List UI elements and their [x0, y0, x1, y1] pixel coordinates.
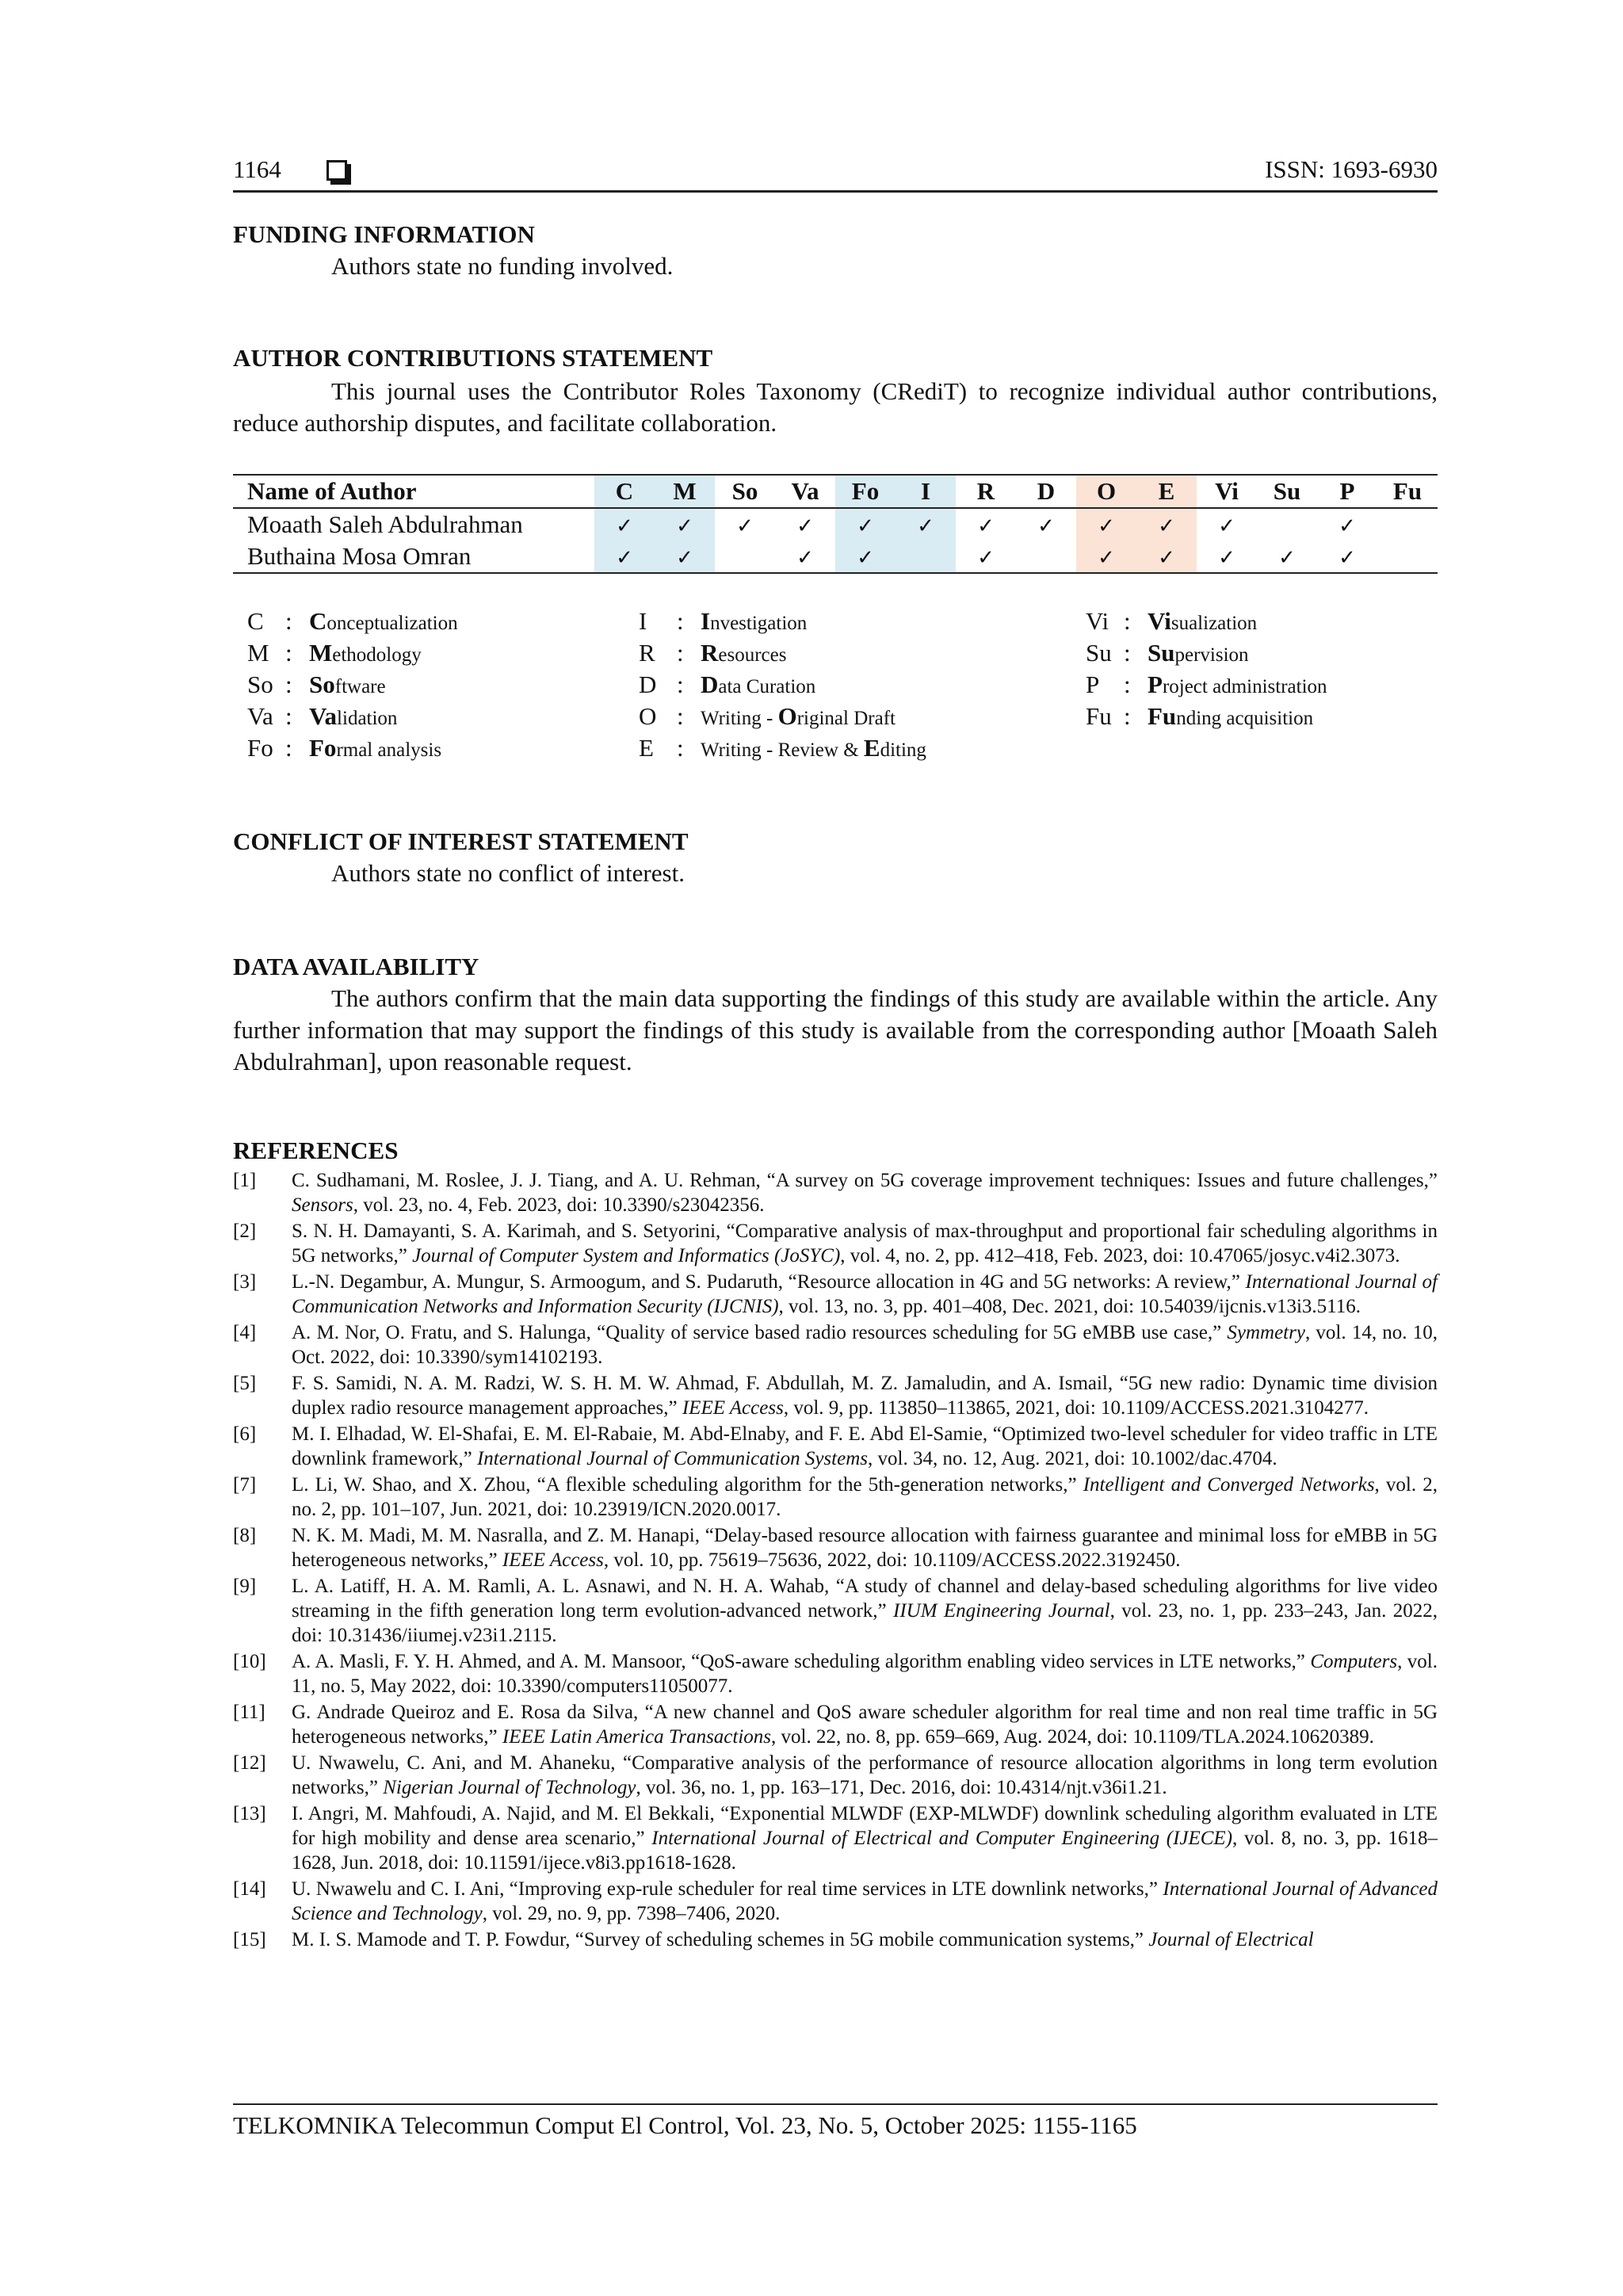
legend-colon: : — [677, 639, 684, 667]
legend-rest: ethodology — [332, 644, 422, 666]
cell-i — [896, 508, 956, 541]
reference-text: A. A. Masli, F. Y. H. Ahmed, and A. M. Mansoor, “QoS-aware scheduling algorithm enabling video services in LTE networks,” Computers, vol. 11, no. 5, May 2022, doi: 10.3390/computers11050077. — [292, 1651, 1438, 1697]
check-icon: ✓ — [1338, 514, 1356, 538]
cell-vi — [1197, 508, 1257, 541]
column-header-va: Va — [775, 475, 835, 508]
cell-c — [594, 541, 655, 573]
legend-key-letter: C — [309, 607, 327, 635]
legend-item — [639, 669, 926, 701]
column-header-so: So — [715, 475, 775, 508]
reference-number: [5] — [233, 1373, 257, 1394]
legend-item — [247, 701, 458, 732]
conflict-text: Authors state no conflict of interest. — [331, 859, 685, 887]
cell-m — [655, 541, 715, 573]
legend-colon: : — [285, 639, 292, 667]
cell-o — [1076, 541, 1136, 573]
cell-r — [956, 541, 1016, 573]
check-icon: ✓ — [917, 514, 934, 538]
column-header-o: O — [1076, 475, 1136, 508]
column-header-i: I — [896, 475, 956, 508]
reference-item — [233, 1473, 1438, 1522]
legend-item — [247, 606, 458, 637]
legend-item — [1086, 637, 1327, 669]
legend-abbr: Su — [1086, 639, 1112, 667]
legend-colon: : — [1124, 702, 1131, 730]
reference-number: [10] — [233, 1651, 266, 1672]
cell-d — [1016, 541, 1076, 573]
legend-abbr: M — [247, 639, 269, 667]
legend-key-letter: I — [701, 607, 711, 635]
cell-d — [1016, 508, 1076, 541]
legend-colon: : — [677, 734, 684, 762]
check-icon: ✓ — [1098, 514, 1115, 538]
cell-fu — [1377, 508, 1438, 541]
reference-journal: International Journal of Advanced Science and Technology — [292, 1878, 1438, 1924]
check-icon: ✓ — [1158, 546, 1175, 570]
legend-column-3 — [1086, 606, 1327, 732]
reference-text: U. Nwawelu, C. Ani, and M. Ahaneku, “Comparative analysis of the performance of resource allocation algorithms in long term evolution networks,” Nigerian Journal of Technology, vol. 36, no. 1, pp. 163–171, Dec. 2016, doi: 10.4314/njt.v36i1.21. — [292, 1752, 1438, 1798]
legend-colon: : — [677, 607, 684, 635]
check-icon: ✓ — [1037, 514, 1055, 538]
legend-rest: ata Curation — [718, 676, 816, 697]
reference-item — [233, 1168, 1438, 1217]
cell-su — [1257, 541, 1317, 573]
legend-key-letter: D — [701, 670, 719, 698]
issn-label: ISSN: 1693-6930 — [1265, 155, 1438, 183]
references-list — [233, 1168, 1438, 1954]
reference-number: [12] — [233, 1752, 266, 1774]
check-icon: ✓ — [676, 546, 693, 570]
reference-journal: Symmetry — [1227, 1322, 1305, 1343]
page-header — [233, 155, 1438, 193]
column-header-vi: Vi — [1197, 475, 1257, 508]
reference-item — [233, 1877, 1438, 1926]
cell-e — [1136, 541, 1197, 573]
column-header-c: C — [594, 475, 655, 508]
legend-item — [247, 669, 458, 701]
column-header-m: M — [655, 475, 715, 508]
cell-m — [655, 508, 715, 541]
legend-prefix: Writing - — [701, 708, 778, 729]
cell-va — [775, 541, 835, 573]
legend-colon: : — [1124, 607, 1131, 635]
cell-i — [896, 541, 956, 573]
reference-item — [233, 1422, 1438, 1471]
page-number: 1164 — [233, 155, 281, 183]
table-row — [233, 541, 1438, 573]
check-icon: ✓ — [616, 546, 633, 570]
legend-column-1 — [247, 606, 458, 764]
column-header-su: Su — [1257, 475, 1317, 508]
legend-rest: lidation — [337, 708, 398, 729]
column-header-name: Name of Author — [233, 475, 594, 508]
column-header-e: E — [1136, 475, 1197, 508]
legend-rest: diting — [880, 739, 926, 761]
legend-rest: pervision — [1174, 644, 1249, 666]
reference-number: [2] — [233, 1221, 257, 1242]
reference-text: A. M. Nor, O. Fratu, and S. Halunga, “Quality of service based radio resources scheduling for 5G eMBB use case,” Symmetry, vol. 14, no. 10, Oct. 2022, doi: 10.3390/sym14102193. — [292, 1322, 1438, 1368]
legend-key-letter: So — [309, 670, 335, 698]
legend-rest: roject administration — [1162, 676, 1327, 697]
cell-o — [1076, 508, 1136, 541]
reference-journal: IEEE Latin America Transactions — [502, 1726, 772, 1748]
reference-number: [8] — [233, 1525, 257, 1546]
legend-rest: riginal Draft — [796, 708, 896, 729]
reference-number: [3] — [233, 1271, 257, 1293]
check-icon: ✓ — [1278, 546, 1296, 570]
references-heading: REFERENCES — [233, 1137, 399, 1164]
reference-text: U. Nwawelu and C. I. Ani, “Improving exp-rule scheduler for real time services in LTE downlink networks,” International Journal of Advanced Science and Technology, vol. 29, no. 9, pp. 7398–7406, 2020. — [292, 1878, 1438, 1924]
check-icon: ✓ — [1158, 514, 1175, 538]
reference-item — [233, 1574, 1438, 1648]
reference-number: [15] — [233, 1929, 266, 1950]
legend-item — [639, 732, 926, 764]
check-icon: ✓ — [1098, 546, 1115, 570]
reference-text: G. Andrade Queiroz and E. Rosa da Silva, “A new channel and QoS aware scheduler algorithm for real time and non real time traffic in 5G heterogeneous networks,” IEEE Latin America Transactions, vol. 22, no. 8, pp. 659–669, Aug. 2024, doi: 10.1109/TLA.2024.10620389. — [292, 1702, 1438, 1748]
reference-number: [1] — [233, 1170, 257, 1191]
reference-number: [14] — [233, 1878, 266, 1900]
conflict-heading: CONFLICT OF INTEREST STATEMENT — [233, 827, 689, 855]
cell-fo — [835, 541, 896, 573]
reference-item — [233, 1523, 1438, 1572]
reference-journal: International Journal of Communication Networks and Information Security (IJCNIS) — [292, 1271, 1438, 1317]
legend-rest: sualization — [1170, 613, 1258, 634]
reference-number: [11] — [233, 1702, 265, 1723]
legend-key-letter: R — [701, 639, 719, 667]
table-header-row — [233, 475, 1438, 508]
legend-item — [1086, 669, 1327, 701]
legend-key-letter: M — [309, 639, 333, 667]
cell-fu — [1377, 541, 1438, 573]
legend-key-letter: Vi — [1148, 607, 1171, 635]
legend-key-letter: P — [1148, 670, 1163, 698]
reference-text: L. A. Latiff, H. A. M. Ramli, A. L. Asnawi, and N. H. A. Wahab, “A study of channel and delay-based scheduling algorithms for live video streaming in the fifth generation long term evolution-advanced network,” IIUM Engineering Journal, vol. 23, no. 1, pp. 233–243, Jan. 2022, doi: 10.31436/iiumej.v23i1.2115. — [292, 1576, 1438, 1646]
legend-rest: esources — [718, 644, 787, 666]
legend-item — [639, 701, 926, 732]
legend-key-letter: Va — [309, 702, 338, 730]
legend-rest: rmal analysis — [336, 739, 442, 761]
reference-item — [233, 1270, 1438, 1319]
reference-text: F. S. Samidi, N. A. M. Radzi, W. S. H. M. W. Ahmad, F. Abdullah, M. Z. Jamaludin, and A. Ismail, “5G new radio: Dynamic time division duplex radio resource management approaches,” IEEE Access, vol. 9, pp. 113850–113865, 2021, doi: 10.1109/ACCESS.2021.3104277. — [292, 1373, 1438, 1419]
contributions-heading: AUTHOR CONTRIBUTIONS STATEMENT — [233, 344, 713, 372]
check-icon: ✓ — [1338, 546, 1356, 570]
reference-journal: IEEE Access — [682, 1397, 784, 1419]
check-icon: ✓ — [736, 514, 754, 538]
reference-text: M. I. S. Mamode and T. P. Fowdur, “Survey of scheduling schemes in 5G mobile communication systems,” Journal of Electrical — [292, 1929, 1314, 1950]
cell-r — [956, 508, 1016, 541]
funding-text: Authors state no funding involved. — [331, 252, 674, 280]
legend-colon: : — [1124, 670, 1131, 698]
check-icon: ✓ — [616, 514, 633, 538]
reference-journal: Journal of Computer System and Informatics (JoSYC) — [412, 1245, 841, 1266]
reference-text: N. K. M. Madi, M. M. Nasralla, and Z. M. Hanapi, “Delay-based resource allocation with fairness guarantee and minimal loss for eMBB in 5G heterogeneous networks,” IEEE Access, vol. 10, pp. 75619–75636, 2022, doi: 10.1109/ACCESS.2022.3192450. — [292, 1525, 1438, 1571]
column-header-fu: Fu — [1377, 475, 1438, 508]
reference-journal: Intelligent and Converged Networks — [1083, 1474, 1375, 1496]
reference-text: I. Angri, M. Mahfoudi, A. Najid, and M. El Bekkali, “Exponential MLWDF (EXP-MLWDF) downlink scheduling algorithm evaluated in LTE for high mobility and dense area scenario,” International Journal of Electrical and Computer Engineering (IJECE), vol. 8, no. 3, pp. 1618–1628, Jun. 2018, doi: 10.11591/ijece.v8i3.pp1618-1628. — [292, 1803, 1438, 1874]
reference-item — [233, 1801, 1438, 1875]
reference-text: M. I. Elhadad, W. El-Shafai, E. M. El-Rabaie, M. Abd-Elnaby, and F. E. Abd El-Samie, “Optimized two-level scheduler for video traffic in LTE downlink framework,” International Journal of Communication Systems, vol. 34, no. 12, Aug. 2021, doi: 10.1002/dac.4704. — [292, 1423, 1438, 1469]
legend-abbr: I — [639, 607, 647, 635]
legend-abbr: D — [639, 670, 657, 698]
legend-abbr: O — [639, 702, 657, 730]
reference-text: C. Sudhamani, M. Roslee, J. J. Tiang, and A. U. Rehman, “A survey on 5G coverage improvement techniques: Issues and future challenges,” Sensors, vol. 23, no. 4, Feb. 2023, doi: 10.3390/s23042356. — [292, 1170, 1438, 1216]
legend-abbr: Va — [247, 702, 273, 730]
cell-e — [1136, 508, 1197, 541]
cell-va — [775, 508, 835, 541]
reference-item — [233, 1371, 1438, 1420]
reference-number: [7] — [233, 1474, 257, 1496]
author-name: Buthaina Mosa Omran — [233, 541, 594, 573]
legend-column-2 — [639, 606, 926, 764]
reference-item — [233, 1751, 1438, 1800]
cell-so — [715, 541, 775, 573]
legend-key-letter: Su — [1148, 639, 1175, 667]
column-header-d: D — [1016, 475, 1076, 508]
legend-rest: ftware — [334, 676, 386, 697]
legend-key-letter: Fu — [1148, 702, 1177, 730]
cell-su — [1257, 508, 1317, 541]
cell-p — [1317, 541, 1377, 573]
legend-item — [639, 606, 926, 637]
reference-journal: International Journal of Communication Systems — [476, 1448, 868, 1469]
legend-item — [247, 637, 458, 669]
legend-item — [1086, 701, 1327, 732]
legend-abbr: Fu — [1086, 702, 1112, 730]
legend-colon: : — [677, 702, 684, 730]
page-footer — [233, 2103, 1438, 2140]
author-name: Moaath Saleh Abdulrahman — [247, 510, 523, 538]
cell-p — [1317, 508, 1377, 541]
check-icon: ✓ — [977, 546, 995, 570]
reference-text: L. Li, W. Shao, and X. Zhou, “A flexible scheduling algorithm for the 5th-generation networks,” Intelligent and Converged Networks, vol. 2, no. 2, pp. 101–107, Jun. 2021, doi: 10.23919/ICN.2020.0017. — [292, 1474, 1438, 1520]
reference-item — [233, 1649, 1438, 1698]
legend-colon: : — [677, 670, 684, 698]
reference-item — [233, 1320, 1438, 1370]
legend-abbr: R — [639, 639, 655, 667]
contributions-table — [233, 474, 1438, 574]
reference-item — [233, 1927, 1438, 1952]
legend-key-letter: Fo — [309, 734, 337, 762]
reference-number: [9] — [233, 1576, 257, 1597]
legend-abbr: So — [247, 670, 273, 698]
reference-journal: Sensors — [292, 1194, 353, 1216]
square-box-icon — [327, 160, 347, 181]
reference-number: [6] — [233, 1423, 257, 1445]
reference-journal: Computers — [1310, 1651, 1398, 1672]
reference-item — [233, 1700, 1438, 1749]
reference-journal: International Journal of Electrical and Computer Engineering (IJECE) — [651, 1828, 1233, 1849]
contributions-text: This journal uses the Contributor Roles Taxonomy (CRediT) to recognize individual author contributions, reduce authorship disputes, and facilitate collaboration. — [233, 377, 1438, 437]
check-icon: ✓ — [857, 546, 874, 570]
legend-rest: nding acquisition — [1176, 708, 1314, 729]
reference-text: L.-N. Degambur, A. Mungur, S. Armoogum, and S. Pudaruth, “Resource allocation in 4G and 5G networks: A review,” International Journal of Communication Networks and Information Security (IJCNIS), vol. 13, no. 3, pp. 401–408, Dec. 2021, doi: 10.54039/ijcnis.v13i3.5116. — [292, 1271, 1438, 1317]
legend-item — [1086, 606, 1327, 637]
reference-number: [13] — [233, 1803, 266, 1824]
column-header-p: P — [1317, 475, 1377, 508]
legend-abbr: P — [1086, 670, 1100, 698]
legend-colon: : — [1124, 639, 1131, 667]
reference-journal: Journal of Electrical — [1148, 1929, 1314, 1950]
column-header-r: R — [956, 475, 1016, 508]
legend-colon: : — [285, 734, 292, 762]
check-icon: ✓ — [1218, 546, 1235, 570]
reference-number: [4] — [233, 1322, 257, 1343]
legend-rest: onceptualization — [327, 613, 458, 634]
check-icon: ✓ — [676, 514, 693, 538]
data-availability-heading: DATA AVAILABILITY — [233, 953, 479, 980]
legend-colon: : — [285, 702, 292, 730]
cell-c — [594, 508, 655, 541]
data-availability-text: The authors confirm that the main data supporting the findings of this study are available within the article. Any further information that may support the findings of this study is available from the corresponding author [Moaath Saleh Abdulrahman], upon reasonable request. — [233, 984, 1438, 1075]
table-row — [233, 508, 1438, 541]
table-body — [233, 508, 1438, 573]
column-header-fo: Fo — [835, 475, 896, 508]
legend-prefix: Writing - Review & — [701, 739, 864, 761]
legend-abbr: C — [247, 607, 264, 635]
check-icon: ✓ — [1218, 514, 1235, 538]
check-icon: ✓ — [857, 514, 874, 538]
reference-journal: Nigerian Journal of Technology — [383, 1777, 636, 1798]
legend-key-letter: O — [777, 702, 797, 730]
legend-rest: nvestigation — [710, 613, 808, 634]
funding-heading: FUNDING INFORMATION — [233, 220, 535, 248]
legend-key-letter: E — [863, 734, 880, 762]
reference-text: S. N. H. Damayanti, S. A. Karimah, and S. Setyorini, “Comparative analysis of max-throughput and proportional fair scheduling algorithms in 5G networks,” Journal of Computer System and Informatics (JoSYC), vol. 4, no. 2, pp. 412–418, Feb. 2023, doi: 10.47065/josyc.v4i2.3073. — [292, 1221, 1438, 1266]
reference-item — [233, 1219, 1438, 1268]
cell-fo — [835, 508, 896, 541]
legend-abbr: Vi — [1086, 607, 1109, 635]
check-icon: ✓ — [796, 546, 814, 570]
journal-footer-text: TELKOMNIKA Telecommun Comput El Control, Vol. 23, No. 5, October 2025: 1155-1165 — [233, 2111, 1137, 2139]
cell-vi — [1197, 541, 1257, 573]
legend-colon: : — [285, 607, 292, 635]
reference-journal: IEEE Access — [502, 1549, 604, 1571]
cell-so — [715, 508, 775, 541]
legend-item — [639, 637, 926, 669]
legend-abbr: E — [639, 734, 654, 762]
legend-colon: : — [285, 670, 292, 698]
check-icon: ✓ — [977, 514, 995, 538]
legend-item — [247, 732, 458, 764]
reference-journal: IIUM Engineering Journal — [893, 1600, 1110, 1622]
check-icon: ✓ — [796, 514, 814, 538]
legend-abbr: Fo — [247, 734, 273, 762]
